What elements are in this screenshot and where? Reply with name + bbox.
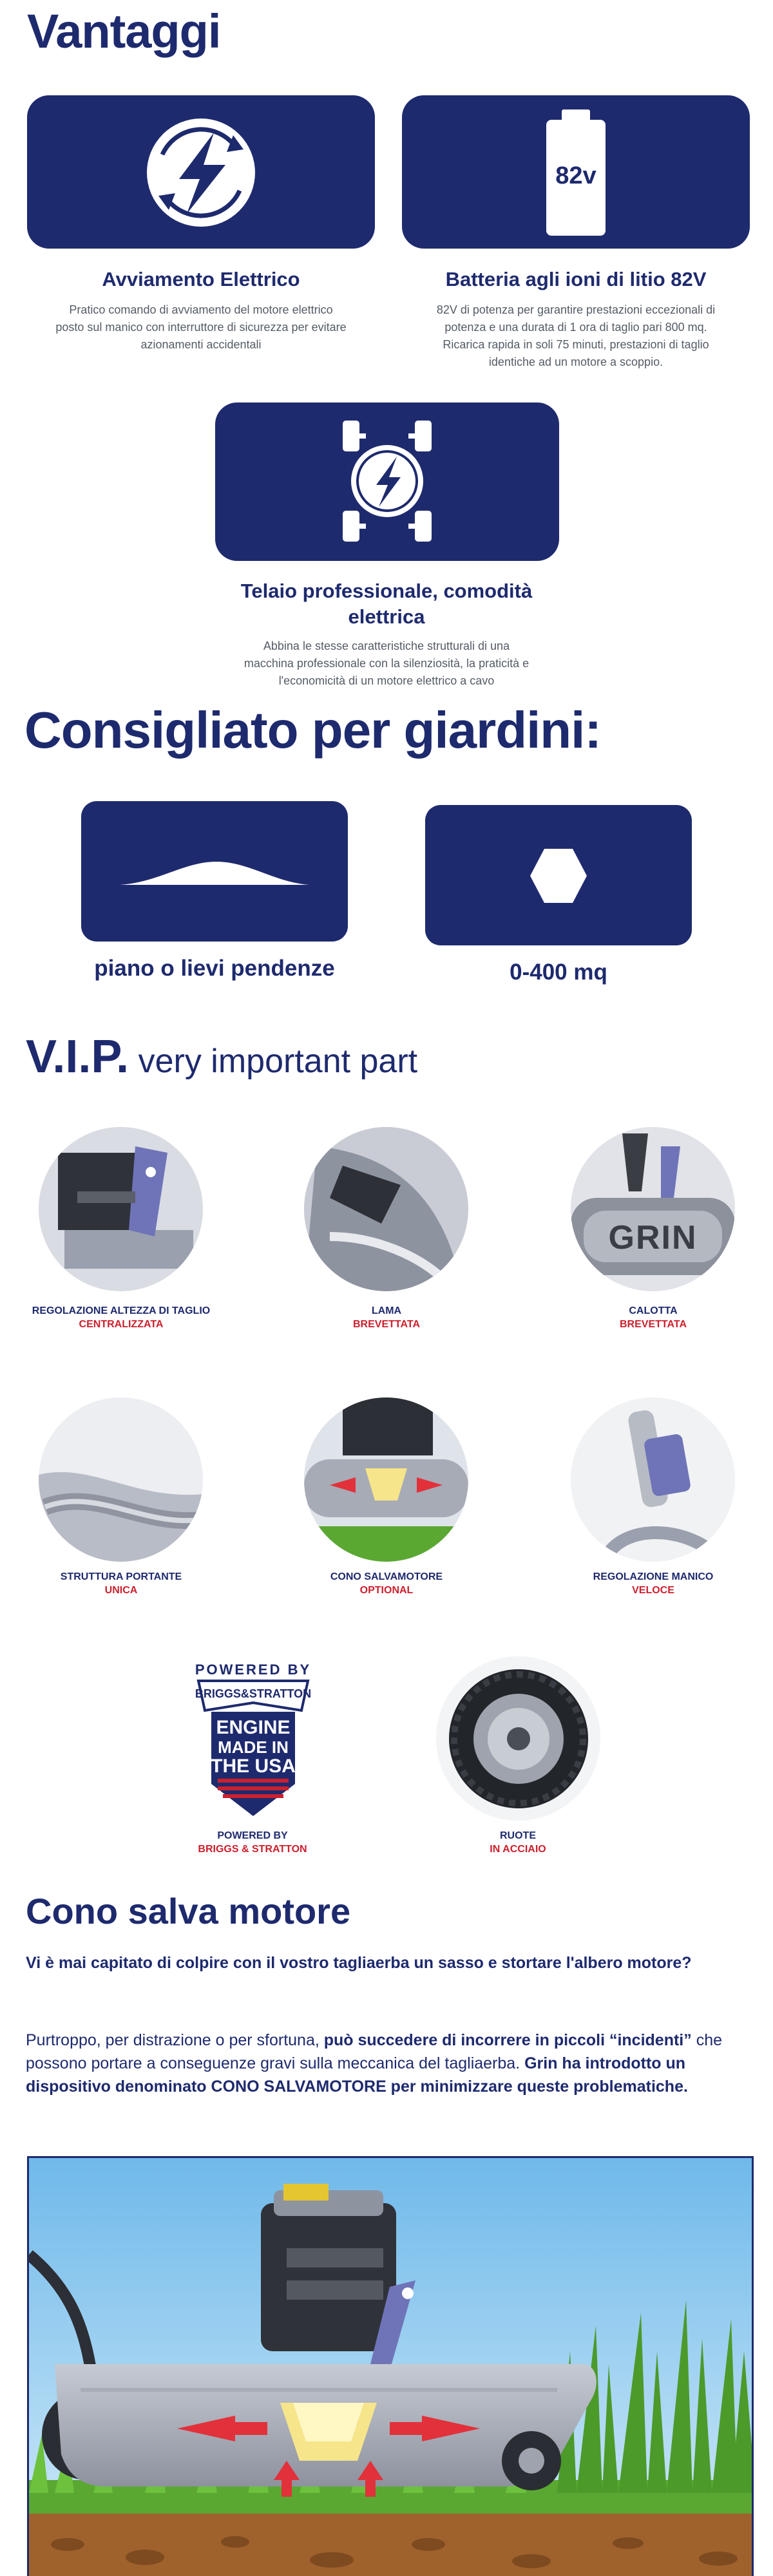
cono-paragraph: Purtroppo, per distrazione o per sfortuna, può succedere di incorrere in piccoli “incidenti” che possono portare a conseguenze gravi sulla meccanica del tagliaerba. Grin ha introdotto un dispositivo denominato CONO SALVAMOTORE per minimizzare queste problematiche.	[26, 2031, 723, 2096]
vip-part-5-label: CONO SALVAMOTORE OPTIONAL	[330, 1571, 443, 1596]
chassis-desc: Abbina le stesse caratteristiche strutturali di una macchina professionale con la silenziosità, la praticità e l'economicità di un motore elettrico a cavo	[243, 639, 530, 687]
terrain-tile	[81, 801, 348, 942]
chassis-tile	[215, 402, 559, 561]
vantaggi-title: Vantaggi	[27, 5, 221, 58]
chassis-icon	[339, 417, 435, 545]
vip-title: V.I.P. very important part	[26, 1031, 418, 1083]
cono-illustration	[27, 2156, 754, 2576]
svg-text:POWERED BY: POWERED BY	[195, 1662, 312, 1678]
deck-image	[571, 1127, 735, 1291]
vip-part-8-label: RUOTE IN ACCIAIO	[490, 1830, 546, 1855]
svg-text:BRIGGS&STRATTON: BRIGGS&STRATTON	[195, 1687, 312, 1700]
terrain-label: piano o lievi pendenze	[94, 956, 335, 981]
deck-logo-text: GRIN	[608, 1219, 698, 1256]
lightning-cycle-icon	[137, 108, 265, 237]
engine-cone-image	[304, 1397, 468, 1562]
battery-tile	[402, 95, 750, 249]
svg-text:ENGINE: ENGINE	[216, 1717, 291, 1738]
vip-part-6-label: REGOLAZIONE MANICO VELOCE	[593, 1571, 714, 1596]
cono-title: Cono salva motore	[26, 1891, 351, 1931]
battery-desc: 82V di potenza per garantire prestazioni eccezionali di potenza e una durata di 1 ora di taglio pari 800 mq. Ricarica rapida in soli 75 minuti, prestazioni di taglio identiche ad un motore a scoppio.	[436, 303, 716, 368]
area-tile	[425, 805, 692, 945]
vip-part-4-label: STRUTTURA PORTANTE UNICA	[60, 1571, 182, 1596]
electric-start-desc: Pratico comando di avviamento del motore elettrico posto sul manico con interruttore di sicurezza per evitare azionamenti accidentali	[55, 303, 347, 351]
blade-image	[304, 1127, 468, 1291]
frame-image	[39, 1397, 203, 1562]
cono-question: Vi è mai capitato di colpire con il vostro tagliaerba un sasso e stortare l'albero motore?	[26, 1954, 692, 1972]
height-adjust-image	[39, 1127, 203, 1291]
vip-part-2-label: LAMA BREVETTATA	[353, 1305, 420, 1330]
handle-adjust-image	[571, 1397, 735, 1562]
svg-text:MADE IN: MADE IN	[218, 1738, 289, 1757]
wheel-image	[436, 1656, 600, 1821]
hexagon-icon	[526, 844, 591, 908]
battery-title: Batteria agli ioni di litio 82V	[445, 268, 707, 290]
vip-part-1-label: REGOLAZIONE ALTEZZA DI TAGLIO CENTRALIZZATA	[32, 1305, 211, 1330]
briggs-stratton-logo	[169, 1655, 338, 1824]
vip-part-7-label: POWERED BY BRIGGS & STRATTON	[198, 1830, 307, 1855]
electric-start-title: Avviamento Elettrico	[102, 268, 300, 290]
consigliato-title: Consigliato per giardini:	[24, 701, 602, 759]
svg-text:THE USA: THE USA	[211, 1756, 296, 1777]
vip-part-3-label: CALOTTA BREVETTATA	[620, 1305, 687, 1330]
chassis-title: Telaio professionale, comodità elettrica	[240, 580, 533, 628]
area-label: 0-400 mq	[510, 960, 607, 985]
battery-badge: 82v	[555, 162, 596, 189]
electric-start-tile	[27, 95, 375, 249]
flat-terrain-icon	[120, 857, 309, 889]
